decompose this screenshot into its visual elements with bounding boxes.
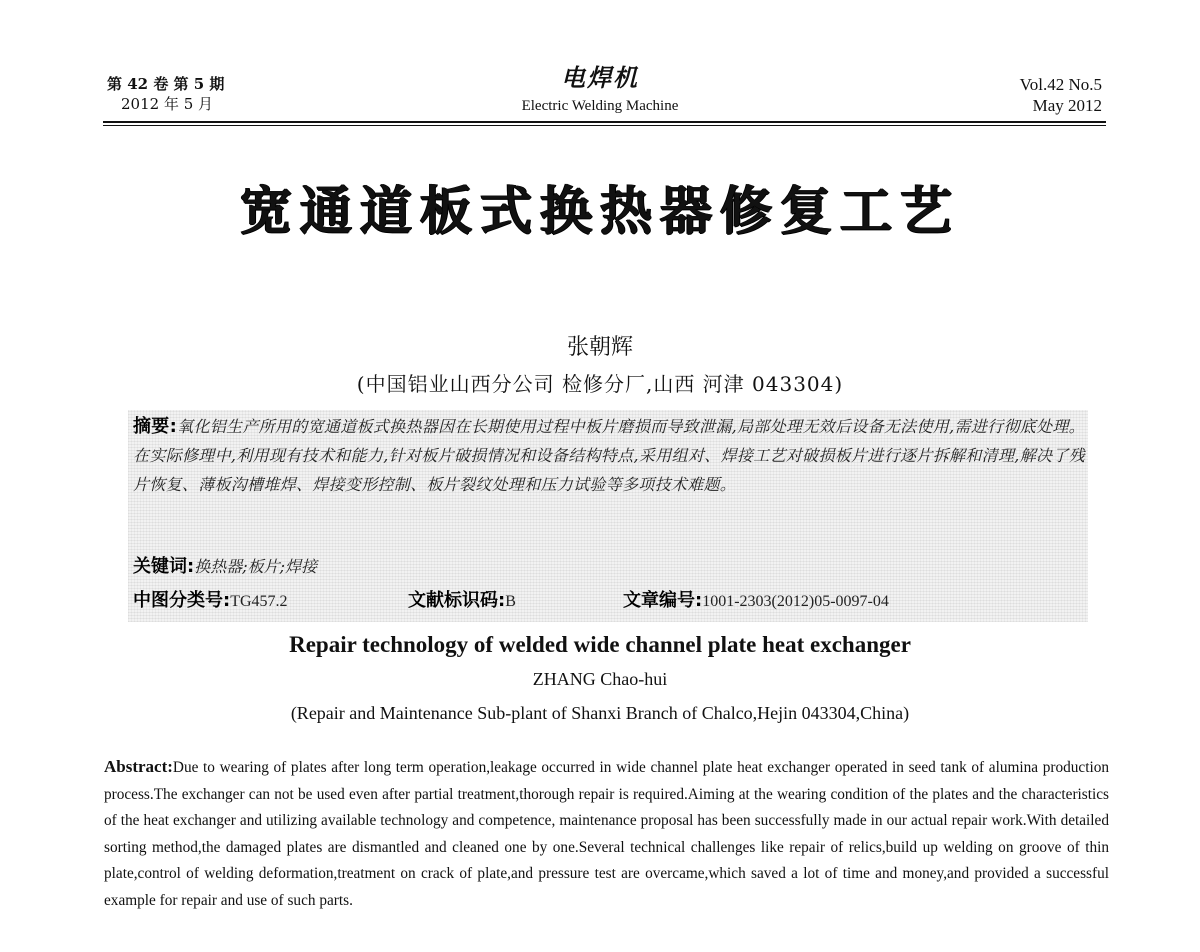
abstract-cn-label: 摘要: [133, 416, 178, 437]
affiliation-cn: (中国铝业山西分公司 检修分厂,山西 河津 043304) [356, 372, 844, 396]
keywords-cn [133, 555, 317, 579]
date-cn: 2012 年 5 月 [121, 95, 214, 113]
volume-en: Vol.42 No.5 [1019, 75, 1102, 94]
abstract-en-text: Due to wearing of plates after long term operation,leakage occurred in wide channel plate heat exchanger operated in seed tank of alumina production process.The exchanger can not be used even after partial treatment,thorough repair is required.Aiming at the wearing condition of the plates and the characteristics of the heat exchanger and utilizing available technology and competence, maintenance proposal has been successfully made in our actual repair work.With detailed sorting method,the damaged plates are dismantled and cleaned one by one.Several technical challenges like repair of relics,build up welding on groove of thin plate,control of welding deformation,treatment on crack of plate,and pressure test are overcame,which saved a lot of time and money,and provided a successful example for repair and use of such parts. [104, 759, 1109, 909]
journal-logo-cn: 电焊机 [561, 63, 639, 92]
affiliation-en: (Repair and Maintenance Sub-plant of Shanxi Branch of Chalco,Hejin 043304,China) [290, 703, 910, 723]
abstract-en-label: Abstract: [104, 757, 173, 776]
abstract-cn-text: 氧化铝生产所用的宽通道板式换热器因在长期使用过程中板片磨损而导致泄漏,局部处理无效后设备无法使用,需进行彻底处理。在实际修理中,利用现有技术和能力,针对板片破损情况和设备结构特点,采用组对、焊接工艺对破损板片进行逐片拆解和清理,解决了残片恢复、薄板沟槽堆焊、焊接变形控制、板片裂纹处理和压力试验等多项技术难题。 [133, 417, 1085, 494]
paper-title-cn: 宽通道板式换热器修复工艺 [239, 182, 960, 242]
author-cn: 张朝辉 [566, 335, 633, 360]
keywords-cn-text: 换热器;板片;焊接 [194, 557, 317, 576]
abstract-cn [133, 412, 1085, 499]
paper-title-en: Repair technology of welded wide channel plate heat exchanger [289, 632, 911, 657]
volume-cn: 第 42 卷 第 5 期 [107, 75, 225, 93]
journal-name-en: Electric Welding Machine [521, 98, 679, 114]
author-en: ZHANG Chao-hui [532, 669, 668, 689]
clc-value: TG457.2 [230, 593, 288, 610]
abstract-en [104, 754, 1109, 914]
doc-code-value: B [505, 593, 516, 610]
header-rule [103, 121, 1106, 123]
keywords-cn-label: 关键词: [133, 556, 195, 577]
clc-label: 中图分类号: [133, 590, 231, 611]
journal-issue-en [1020, 74, 1102, 116]
classification-cn [133, 589, 1033, 614]
header-rule-thin [103, 125, 1106, 126]
doc-code-label: 文献标识码: [408, 590, 506, 611]
article-no-label: 文章编号: [623, 590, 703, 611]
date-en: May 2012 [1032, 96, 1102, 115]
article-no-value: 1001-2303(2012)05-0097-04 [702, 593, 889, 610]
